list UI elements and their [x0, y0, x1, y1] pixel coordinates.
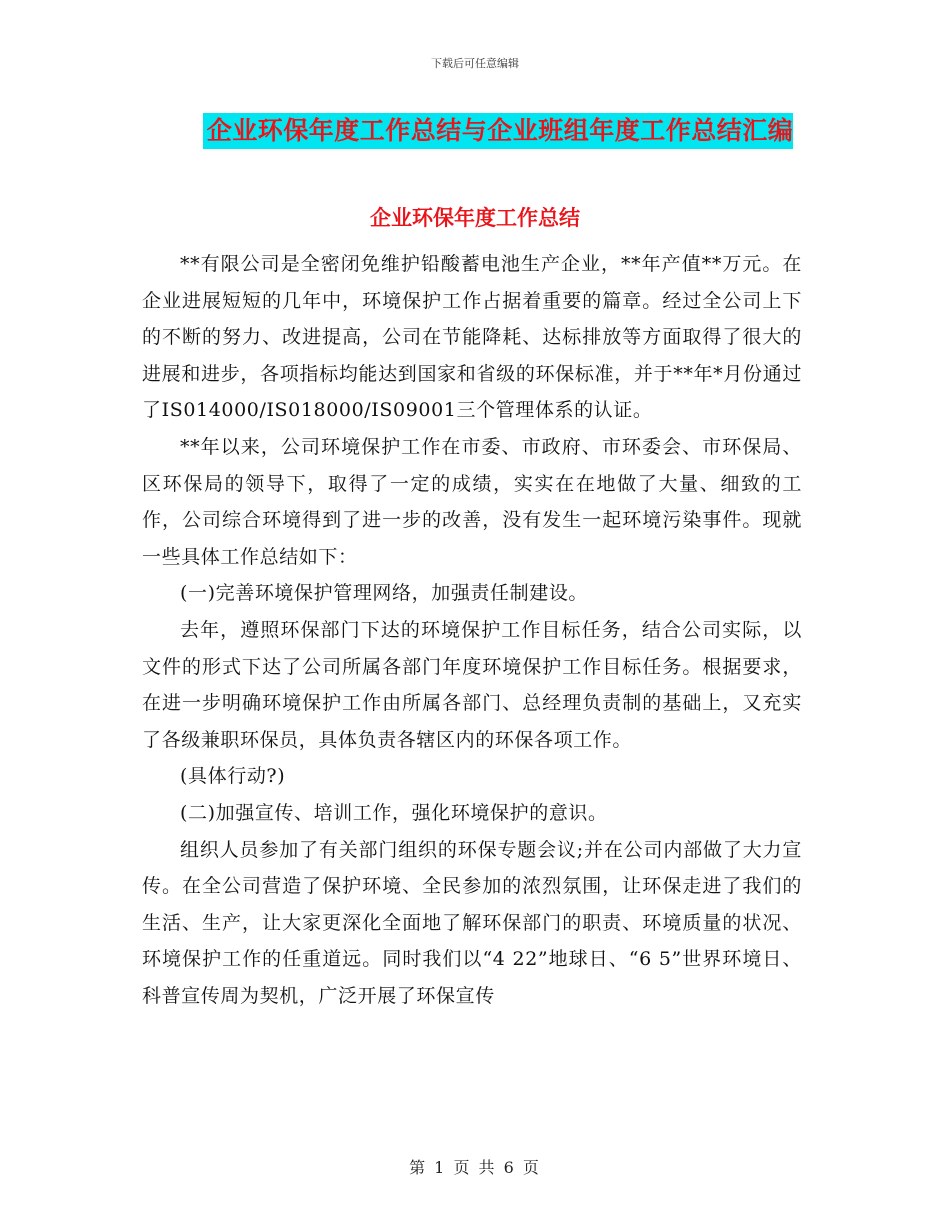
document-body: [142, 246, 802, 1014]
paragraph-heading: (一)完善环境保护管理网络，加强责任制建设。: [180, 582, 589, 605]
main-title-container: [0, 113, 950, 149]
page-number: 第 1 页 共 6 页: [409, 1158, 541, 1177]
main-title: 企业环保年度工作总结与企业班组年度工作总结汇编: [203, 113, 794, 149]
paragraph: **有限公司是全密闭免维护铅酸蓄电池生产企业，**年产值**万元。在企业进展短短的几年中，环境保护工作占据着重要的篇章。经过全公司上下的不断的努力、改进提高，公司在节能降耗、达标排放等方面取得了很大的进展和进步，各项指标均能达到国家和省级的环保标准，并于**年*月份通过了IS014000/IS018000/IS09001三个管理体系的认证。: [142, 253, 802, 422]
section-title: 企业环保年度工作总结: [370, 206, 580, 230]
page-header-note: 下载后可任意编辑: [431, 57, 519, 70]
paragraph: 去年，遵照环保部门下达的环境保护工作目标任务，结合公司实际，以文件的形式下达了公司所属各部门年度环境保护工作目标任务。根据要求，在进一步明确环境保护工作由所属各部门、总经理负责制的基础上，又充实了各级兼职环保员，具体负责各辖区内的环保各项工作。: [142, 618, 802, 751]
paragraph-heading: (二)加强宣传、培训工作，强化环境保护的意识。: [180, 801, 608, 824]
paragraph: **年以来，公司环境保护工作在市委、市政府、市环委会、市环保局、区环保局的领导下，取得了一定的成绩，实实在在地做了大量、细致的工作，公司综合环境得到了进一步的改善，没有发生一起环境污染事件。现就一些具体工作总结如下：: [142, 435, 802, 568]
paragraph: (具体行动?): [180, 765, 286, 788]
paragraph: 组织人员参加了有关部门组织的环保专题会议;并在公司内部做了大力宣传。在全公司营造了保护环境、全民参加的浓烈氛围，让环保走进了我们的生活、生产，让大家更深化全面地了解环保部门的职责、环境质量的状况、环境保护工作的任重道远。同时我们以“4 22”地球日、“6 5”世界环境日、科普宣传周为契机，广泛开展了环保宣传: [142, 838, 802, 1007]
